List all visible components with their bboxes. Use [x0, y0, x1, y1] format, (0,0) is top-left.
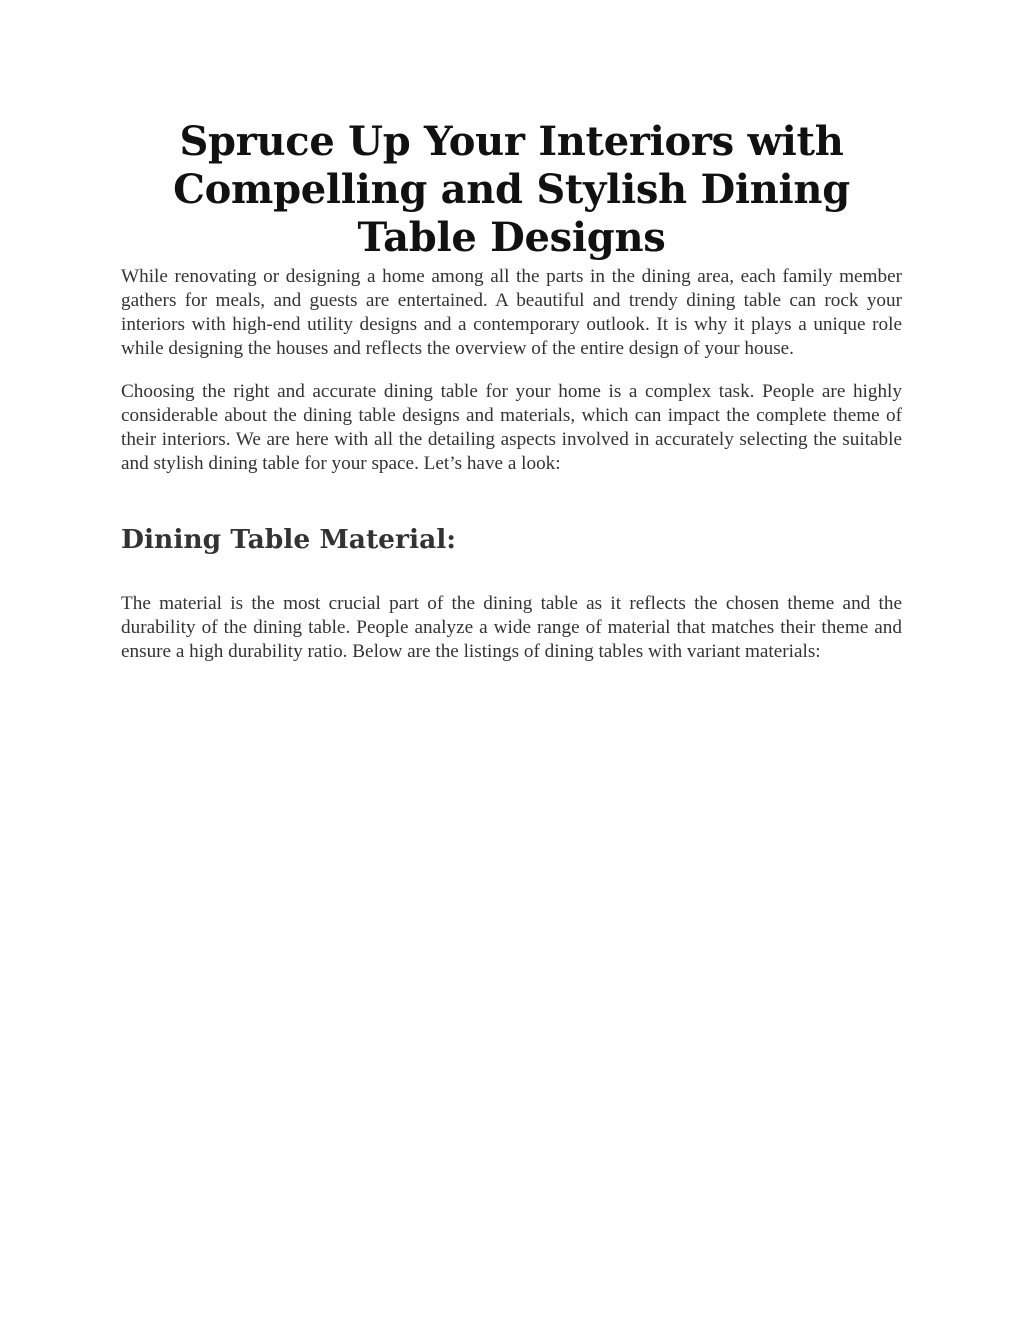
document-title: Spruce Up Your Interiors with Compelling and Stylish Dining Table Designs — [173, 118, 850, 261]
selection-paragraph: Choosing the right and accurate dining table for your home is a complex task. People are highly considerable about the dining table designs and materials, which can impact the complete theme of their interiors. We are here with all the detailing aspects involved in accurately selecting the suitable and stylish dining table for your space. Let’s have a look: — [121, 381, 902, 474]
material-paragraph: The material is the most crucial part of the dining table as it reflects the chosen theme and the durability of the dining table. People analyze a wide range of material that matches their theme and ensure a high durability ratio. Below are the listings of dining tables with variant materials: — [121, 593, 902, 662]
section-heading: Dining Table Material: — [121, 524, 457, 555]
intro-paragraph: While renovating or designing a home among all the parts in the dining area, each family member gathers for meals, and guests are entertained. A beautiful and trendy dining table can rock your interiors with high-end utility designs and a contemporary outlook. It is why it plays a unique role while designing the houses and reflects the overview of the entire design of your house. — [121, 266, 902, 359]
document-page — [121, 118, 902, 664]
